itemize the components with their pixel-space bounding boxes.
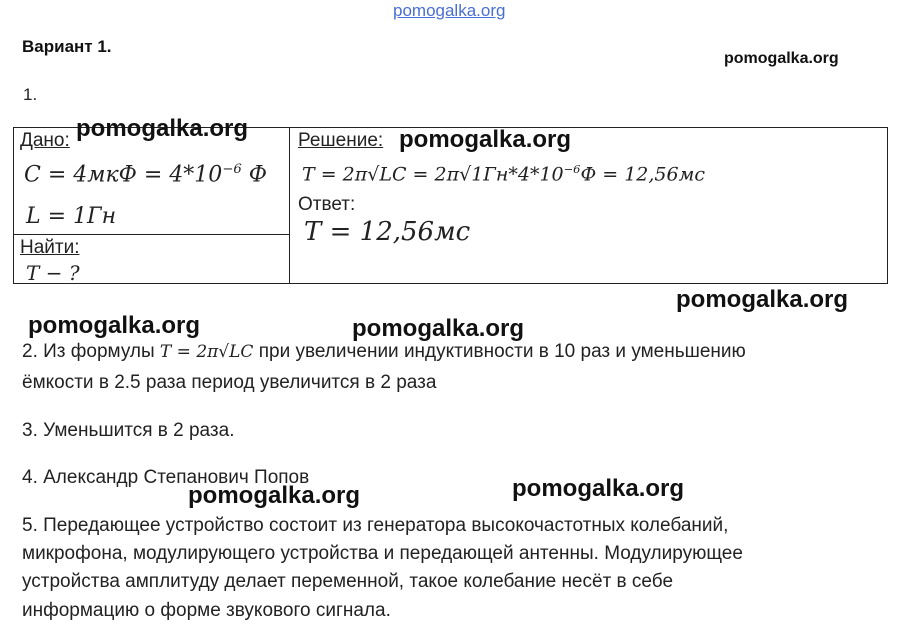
watermark: pomogalka.org bbox=[399, 126, 572, 153]
answer-label: Ответ: bbox=[298, 194, 356, 215]
answer-5-line-3: устройства амплитуду делает переменной, такое колебание несёт в себе bbox=[22, 571, 674, 592]
find-value: T − ? bbox=[26, 261, 80, 285]
table-divider bbox=[13, 234, 290, 235]
table-divider bbox=[289, 127, 290, 284]
watermark: pomogalka.org bbox=[188, 482, 361, 509]
site-link[interactable]: pomogalka.org bbox=[393, 1, 506, 20]
answer-4: 4. Александр Степанович Попов bbox=[22, 467, 310, 488]
answer-3: 3. Уменьшится в 2 раза. bbox=[22, 420, 235, 441]
answer-5-line-1: 5. Передающее устройство состоит из генератора высокочастотных колебаний, bbox=[22, 515, 729, 536]
given-label: Дано: bbox=[20, 130, 70, 151]
watermark: pomogalka.org bbox=[76, 115, 249, 142]
given-capacitance: $C = 4мкФ = 4*10^{-6}$ Ф bbox=[24, 162, 268, 188]
answer-value: T = 12,56мс bbox=[304, 217, 471, 247]
watermark: pomogalka.org bbox=[28, 312, 201, 339]
solution-label: Решение: bbox=[298, 130, 384, 151]
page-title: Вариант 1. bbox=[22, 37, 112, 56]
answer-2-line-1: 2. Из формулы T = 2π√LC при увеличении индуктивности в 10 раз и уменьшению bbox=[22, 341, 746, 362]
given-inductance: L = 1Гн bbox=[26, 204, 117, 229]
watermark: pomogalka.org bbox=[724, 50, 839, 67]
answer-5-line-2: микрофона, модулирующего устройства и передающей антенны. Модулирующее bbox=[22, 543, 743, 564]
watermark: pomogalka.org bbox=[676, 286, 849, 313]
answer-5-line-4: информацию о форме звукового сигнала. bbox=[22, 600, 391, 621]
answer-2-line-2: ёмкости в 2.5 раза период увеличится в 2 раза bbox=[22, 372, 437, 393]
solution-formula: $T = 2\pi√LC = 2\pi√1Гн*4*10^{-6}Ф = 12,56мс$ bbox=[302, 162, 705, 186]
find-label: Найти: bbox=[20, 237, 80, 258]
watermark: pomogalka.org bbox=[352, 315, 525, 342]
watermark: pomogalka.org bbox=[512, 475, 685, 502]
question-1-number: 1. bbox=[23, 85, 38, 104]
